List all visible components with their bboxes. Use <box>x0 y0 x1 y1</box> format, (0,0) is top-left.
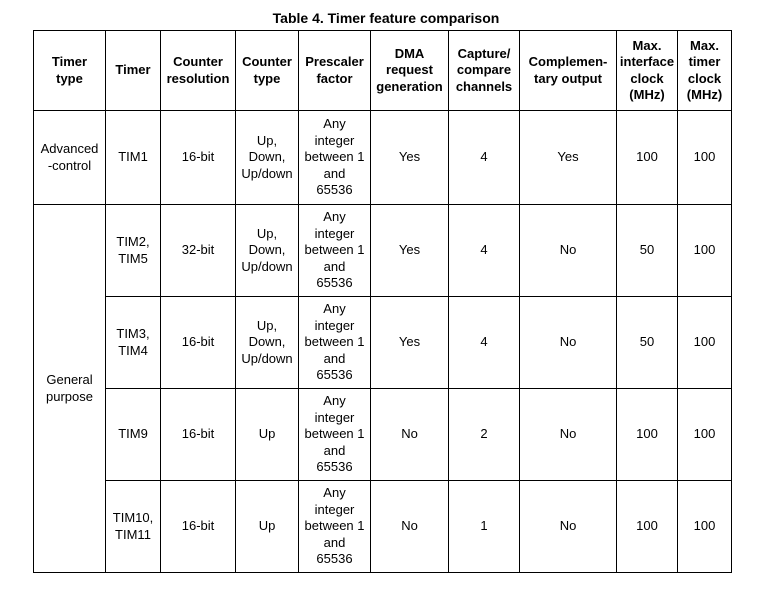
cell-resolution: 16-bit <box>161 111 236 205</box>
cell-timer-clock: 100 <box>678 389 732 481</box>
cell-resolution: 16-bit <box>161 481 236 573</box>
cell-channels: 2 <box>449 389 520 481</box>
cell-channels: 4 <box>449 297 520 389</box>
table-row <box>34 389 732 481</box>
cell-counter-type: Up <box>236 481 299 573</box>
header-counter-resolution: Counter resolution <box>161 31 236 111</box>
cell-resolution: 16-bit <box>161 297 236 389</box>
cell-interface-clock: 50 <box>617 205 678 297</box>
cell-complementary: Yes <box>520 111 617 205</box>
cell-counter-type: Up, Down, Up/down <box>236 111 299 205</box>
cell-complementary: No <box>520 297 617 389</box>
cell-channels: 1 <box>449 481 520 573</box>
cell-counter-type: Up <box>236 389 299 481</box>
header-max-timer-clock: Max. timer clock (MHz) <box>678 31 732 111</box>
cell-interface-clock: 50 <box>617 297 678 389</box>
cell-channels: 4 <box>449 205 520 297</box>
group-general-purpose: General purpose <box>34 205 106 573</box>
cell-dma: Yes <box>371 111 449 205</box>
cell-timer-clock: 100 <box>678 481 732 573</box>
cell-dma: No <box>371 389 449 481</box>
timer-feature-table <box>33 30 732 573</box>
cell-prescaler: Any integer between 1 and 65536 <box>299 205 371 297</box>
header-complementary-output: Complemen- tary output <box>520 31 617 111</box>
group-advanced-control: Advanced -control <box>34 111 106 205</box>
cell-prescaler: Any integer between 1 and 65536 <box>299 297 371 389</box>
cell-timer: TIM3, TIM4 <box>106 297 161 389</box>
cell-complementary: No <box>520 389 617 481</box>
header-max-interface-clock: Max. interface clock (MHz) <box>617 31 678 111</box>
cell-prescaler: Any integer between 1 and 65536 <box>299 389 371 481</box>
cell-dma: Yes <box>371 205 449 297</box>
cell-channels: 4 <box>449 111 520 205</box>
cell-interface-clock: 100 <box>617 389 678 481</box>
cell-complementary: No <box>520 205 617 297</box>
cell-timer-clock: 100 <box>678 205 732 297</box>
cell-resolution: 32-bit <box>161 205 236 297</box>
cell-resolution: 16-bit <box>161 389 236 481</box>
cell-counter-type: Up, Down, Up/down <box>236 297 299 389</box>
header-row <box>34 31 732 111</box>
cell-dma: Yes <box>371 297 449 389</box>
header-counter-type: Counter type <box>236 31 299 111</box>
header-prescaler-factor: Prescaler factor <box>299 31 371 111</box>
header-capture-compare: Capture/ compare channels <box>449 31 520 111</box>
cell-counter-type: Up, Down, Up/down <box>236 205 299 297</box>
table-row <box>34 297 732 389</box>
cell-dma: No <box>371 481 449 573</box>
header-timer: Timer <box>106 31 161 111</box>
cell-timer: TIM10, TIM11 <box>106 481 161 573</box>
cell-prescaler: Any integer between 1 and 65536 <box>299 111 371 205</box>
table-row <box>34 111 732 205</box>
cell-interface-clock: 100 <box>617 481 678 573</box>
header-timer-type: Timer type <box>34 31 106 111</box>
cell-prescaler: Any integer between 1 and 65536 <box>299 481 371 573</box>
table-row <box>34 205 732 297</box>
cell-timer: TIM9 <box>106 389 161 481</box>
cell-timer: TIM1 <box>106 111 161 205</box>
cell-timer-clock: 100 <box>678 297 732 389</box>
cell-timer-clock: 100 <box>678 111 732 205</box>
table-row <box>34 481 732 573</box>
header-dma-request: DMA request generation <box>371 31 449 111</box>
cell-complementary: No <box>520 481 617 573</box>
cell-interface-clock: 100 <box>617 111 678 205</box>
cell-timer: TIM2, TIM5 <box>106 205 161 297</box>
table-caption: Table 4. Timer feature comparison <box>272 10 500 26</box>
